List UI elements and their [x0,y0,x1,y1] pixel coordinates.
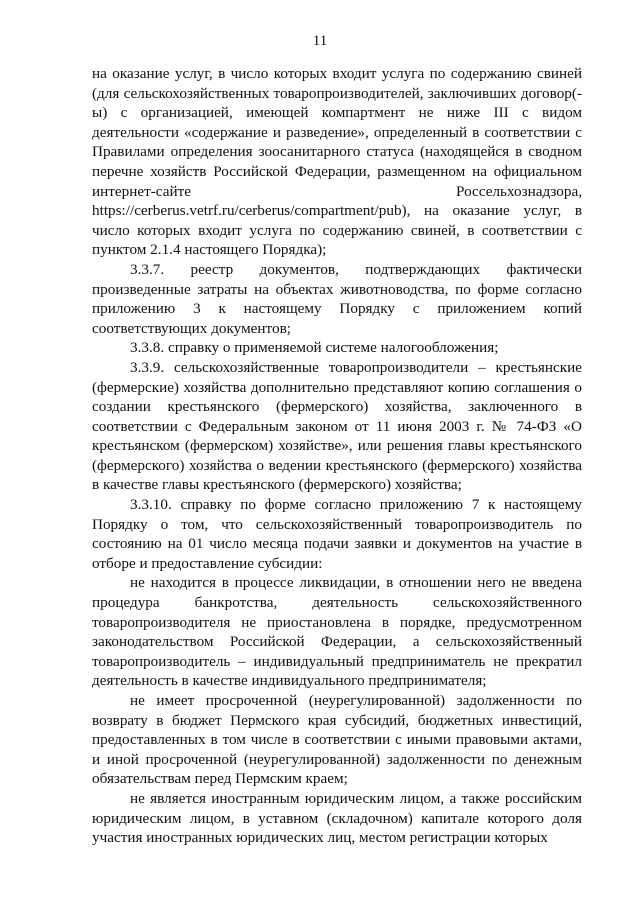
paragraph-3-3-9: 3.3.9. сельскохозяйственные товаропроизводители – крестьянские (фермерские) хозяйства дополнительно представляют копию соглашения о создании крестьянского (фермерского) хозяйства, заключенного в соответствии с Федеральным законом от 11 июня 2003 г. № 74-ФЗ «О крестьянском (фермерском) хозяйстве», или решения главы крестьянского (фермерского) хозяйства о ведении крестьянского (фермерского) хозяйства в качестве главы крестьянского (фермерского) хозяйства; [92,358,582,494]
paragraph-3-3-10: 3.3.10. справку по форме согласно приложению 7 к настоящему Порядку о том, что сельскохозяйственный товаропроизводитель по состоянию на 01 число месяца подачи заявки и документов на участие в отборе и предоставление субсидии: [92,496,582,572]
page-number: 11 [312,33,328,49]
paragraph-no-overdue-debt: не имеет просроченной (неурегулированной) задолженности по возврату в бюджет Пермского края субсидий, бюджетных инвестиций, предоставленных в том числе в соответствии с иными правовыми актами, и иной просроченной (неурегулированной) задолженности по денежным обязательствам перед Пермским краем; [92,692,582,788]
paragraph-3-3-8: 3.3.8. справку о применяемой системе налогообложения; [130,339,499,357]
paragraph-not-foreign-entity: не является иностранным юридическим лицом, а также российским юридическим лицом, в уставном (складочном) капитале которого доля участия иностранных юридических лиц, местом регистрации которых [92,789,582,847]
paragraph-continuation: на оказание услуг, в число которых входит услуга по содержанию свиней (для сельскохозяйственных товаропроизводителей, заключивших договор(-ы) с организацией, имеющей компартмент не ниже III с видом деятельности «содержание и разведение», определенный в соответствии с Правилами определения зоосанитарного статуса (находящейся в сводном перечне хозяйств Российской Федерации, размещенном на официальном интернет-сайте Россельхознадзора, https://cerberus.vetrf.ru/cerberus/compartment/pub), на оказание услуг, в число которых входит услуга по содержанию свиней, в соответствии с пунктом 2.1.4 настоящего Порядка); [92,65,582,259]
paragraph-3-3-7: 3.3.7. реестр документов, подтверждающих фактически произведенные затраты на объектах животноводства, по форме согласно приложению 3 к настоящему Порядку с приложением копий соответствующих документов; [92,260,582,337]
document-body [92,64,582,848]
paragraph-not-in-liquidation: не находится в процессе ликвидации, в отношении него не введена процедура банкротства, деятельность сельскохозяйственного товаропроизводителя не приостановлена в порядке, предусмотренном законодательством Российской Федерации, а сельскохозяйственный товаропроизводитель – индивидуальный предприниматель не прекратил деятельность в качестве индивидуального предпринимателя; [92,574,582,690]
